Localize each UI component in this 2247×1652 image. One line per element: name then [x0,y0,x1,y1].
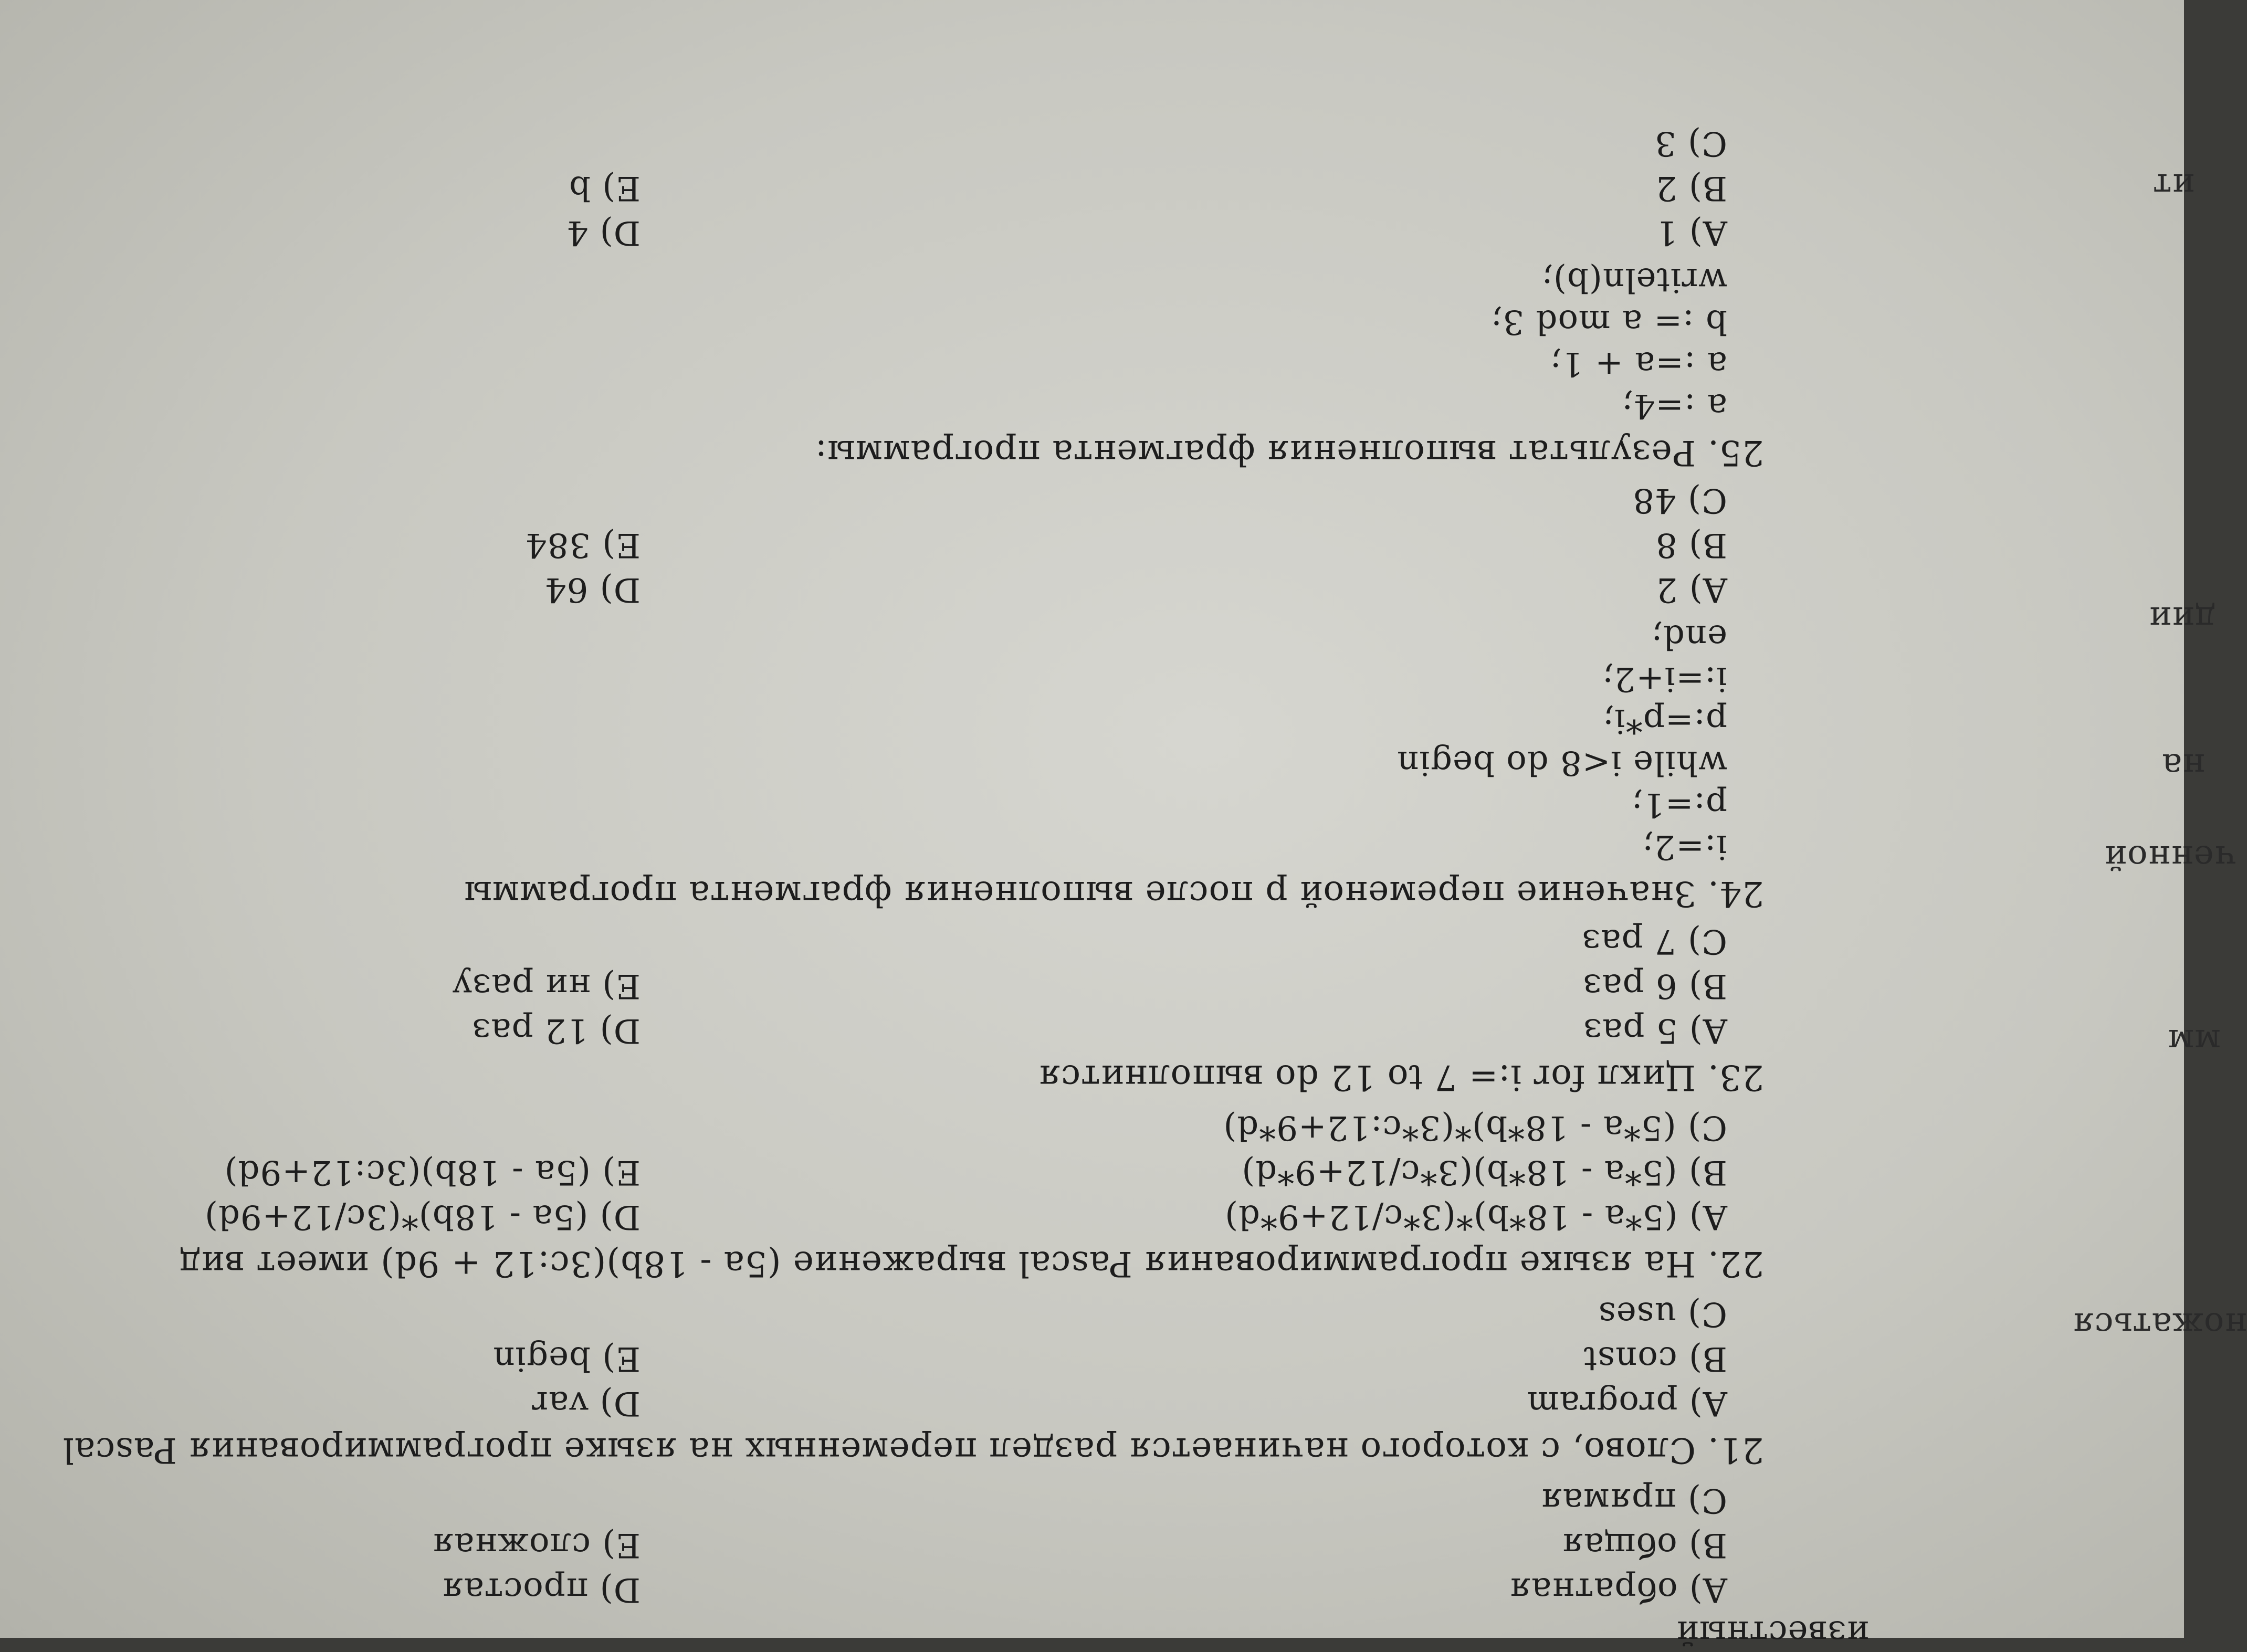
q24-code-line: i:=2; [1642,827,1727,866]
q21-option-c: C) uses [1598,1295,1727,1333]
q24-code-line: p:=p*i; [1602,701,1727,740]
q25-code-line: b := a mod 3; [1490,302,1727,341]
q21-option-b: B) const [1583,1339,1727,1378]
page-fragment: дии [2148,599,2216,638]
q25-option-b: B) 2 [1655,169,1727,207]
q24-option-e: E) 384 [524,525,640,564]
q25-code-line: a :=4; [1621,386,1727,425]
q23-option-e: E) ни разу [452,966,640,1005]
q21-option-e: E) begin [492,1339,640,1378]
q22-option-d: D) (5a - 18b)*(3c/12+9d) [204,1197,640,1236]
q20-option-e: E) сложная [432,1525,640,1564]
q20-option-d: D) простая [442,1570,640,1609]
q24-question: 24. Значение переменой р после выполнения фрагмента программы [464,874,1764,914]
q24-option-a: A) 2 [1655,570,1727,609]
q24-code-line: end; [1651,617,1727,656]
page-fragment: на [2161,746,2205,785]
q24-code-line: p:=1; [1631,785,1727,824]
q22-option-e: E) (5a - 18b)(3c:12+9d) [224,1153,640,1192]
q25-code-line: a :=a + 1; [1549,344,1727,383]
q22-option-a: A) (5*a - 18*b)*(3*c/12+9*d) [1224,1197,1727,1236]
q23-option-b: B) 6 раз [1582,966,1727,1005]
q25-option-d: D) 4 [566,213,640,252]
q23-option-c: C) 7 раз [1581,922,1727,961]
page-fragment: мм [2167,1022,2221,1060]
q21-option-d: D) var [531,1384,640,1423]
q23-question: 23. Цикл for i:= 7 to 12 do выполнится [1038,1057,1764,1098]
q24-option-c: C) 48 [1632,481,1727,520]
page-fragment: ножаться [2072,1305,2247,1344]
q25-code-line: writeln(b); [1541,260,1727,299]
q21-option-a: A) program [1526,1384,1727,1423]
q22-option-b: B) (5*a - 18*b)(3*c/12+9*d) [1241,1153,1727,1192]
q22-option-c: C) (5*a - 18*b)*(3*c:12+9*d) [1223,1108,1727,1147]
q25-option-c: C) 3 [1654,124,1727,163]
q22-question: 22. На языке программирования Pascal выражение (5a - 18b)(3c:12 + 9d) имеет вид [178,1244,1764,1284]
q20-option-a: A) обратная [1509,1570,1727,1609]
q24-option-d: D) 64 [544,570,640,609]
q20-option-b: B) общая [1561,1525,1727,1564]
q23-option-d: D) 12 раз [471,1011,640,1050]
q23-option-a: A) 5 раз [1583,1011,1727,1050]
q25-option-e: E) b [569,169,640,207]
q24-code-line: i:=i+2; [1601,659,1727,698]
page-fragment: ит [2152,166,2194,205]
q24-code-line: while i<8 do begin [1396,743,1727,782]
q25-option-a: A) 1 [1655,213,1727,252]
q24-option-b: B) 8 [1655,525,1727,564]
q20-option-c: C) прямая [1540,1481,1727,1520]
page-header-fragment: известный [1676,1613,1869,1652]
q21-question: 21. Слово, с которого начинается раздел переменных на языке программирования Pascal [62,1430,1764,1470]
page-fragment: ченной [2104,838,2236,877]
q25-question: 25. Результат выполнения фрагмента программы: [814,433,1764,473]
